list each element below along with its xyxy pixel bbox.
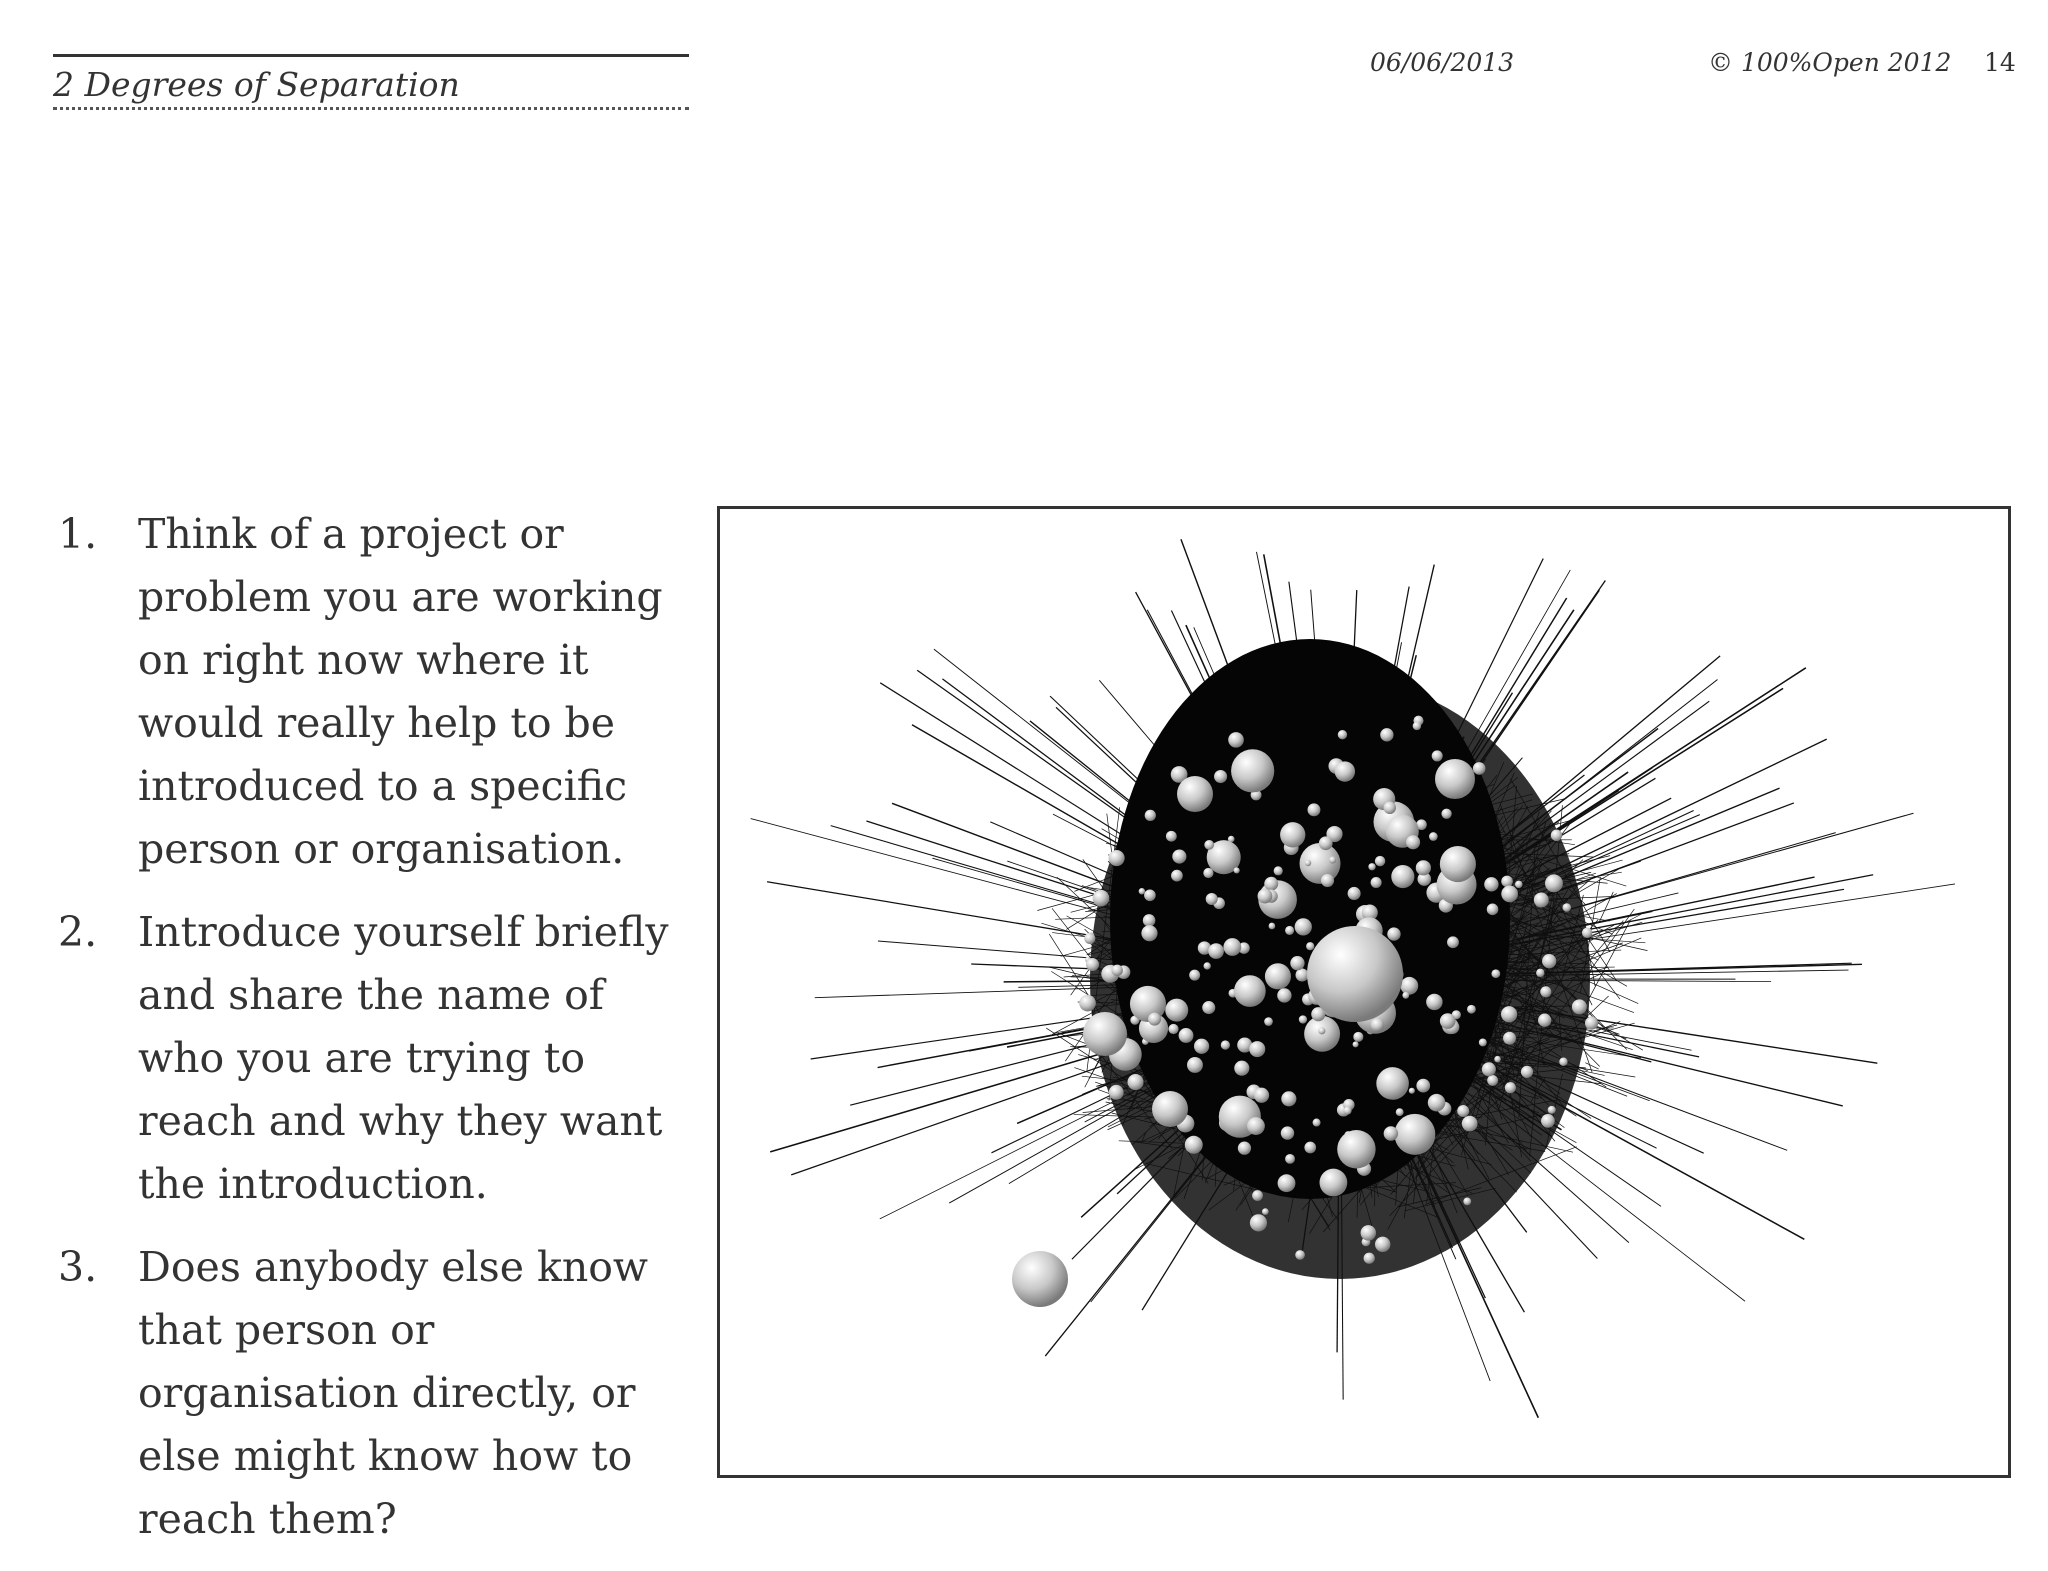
network-node — [1337, 1130, 1375, 1168]
network-figure — [717, 506, 2011, 1478]
network-node — [1440, 1013, 1456, 1029]
network-node — [1296, 968, 1309, 981]
network-node — [1585, 1017, 1598, 1030]
network-node — [1338, 730, 1347, 739]
network-node — [1238, 1142, 1251, 1155]
step-number: 1. — [58, 503, 97, 566]
network-node — [1128, 1074, 1144, 1090]
network-node — [1204, 840, 1214, 850]
network-node — [1258, 889, 1273, 904]
network-node — [1189, 970, 1200, 981]
list-item — [58, 901, 698, 1216]
network-node — [1321, 874, 1334, 887]
network-node — [1515, 881, 1522, 888]
step-text: Introduce yourself briefly and share the name of who you are trying to reach and why they want the introduction. — [138, 908, 668, 1208]
network-node — [1313, 1119, 1321, 1127]
network-node — [1440, 846, 1476, 882]
network-node — [1281, 1126, 1294, 1139]
network-node — [1551, 830, 1562, 841]
network-node — [1171, 870, 1183, 882]
network-node — [1234, 975, 1266, 1007]
network-node — [1426, 994, 1442, 1010]
network-node — [1177, 776, 1213, 812]
network-node — [1501, 1006, 1517, 1022]
network-node — [1278, 1174, 1296, 1192]
network-node — [1093, 890, 1110, 907]
network-node — [1487, 904, 1499, 916]
network-node — [1387, 927, 1400, 940]
network-node — [1165, 999, 1188, 1022]
network-node — [1086, 958, 1099, 971]
network-node — [1084, 933, 1095, 944]
network-node — [1559, 1058, 1567, 1066]
network-node — [1305, 860, 1311, 866]
step-text: Does anybody else know that person or organisation directly, or else might know how to reach them? — [138, 1243, 648, 1543]
network-node — [1265, 963, 1291, 989]
network-node — [1204, 962, 1211, 969]
header-date: 06/06/2013 — [1370, 46, 1514, 80]
network-node — [1462, 1116, 1478, 1132]
network-node — [1208, 943, 1224, 959]
network-node — [1249, 1041, 1265, 1057]
network-node — [1335, 761, 1355, 781]
network-node — [1505, 1082, 1516, 1093]
network-node — [1281, 1091, 1296, 1106]
network-node — [1187, 1057, 1203, 1073]
network-node — [1194, 1039, 1209, 1054]
network-node — [1112, 965, 1123, 976]
network-node — [1413, 722, 1421, 730]
network-node — [1538, 1014, 1551, 1027]
header-copyright: © 100%Open 2012 — [1708, 46, 1951, 80]
network-node — [1203, 868, 1213, 878]
network-node — [1521, 1066, 1533, 1078]
network-node — [1416, 1079, 1430, 1093]
network-node — [1482, 1062, 1496, 1076]
network-node — [1130, 986, 1166, 1022]
network-node — [1457, 1105, 1469, 1117]
network-node — [1109, 1085, 1124, 1100]
network-node — [1409, 1088, 1415, 1094]
network-node — [1542, 954, 1556, 968]
network-node — [1185, 1136, 1203, 1154]
network-node — [1383, 802, 1396, 815]
network-node — [1143, 914, 1156, 927]
network-node — [1320, 1169, 1348, 1197]
network-node — [1391, 865, 1414, 888]
network-node — [1545, 874, 1563, 892]
network-edge — [880, 1082, 1153, 1219]
network-node — [1308, 803, 1321, 816]
network-node — [1487, 1075, 1498, 1086]
network-node — [1299, 1015, 1307, 1023]
network-node — [1269, 923, 1276, 930]
steps-list — [58, 503, 698, 1571]
page-title: 2 Degrees of Separation — [53, 63, 689, 110]
network-node — [1396, 1108, 1404, 1116]
network-node — [1179, 1028, 1194, 1043]
network-node — [1252, 1190, 1263, 1201]
network-node — [1353, 1032, 1363, 1042]
network-node — [1280, 822, 1305, 847]
network-node — [1534, 892, 1549, 907]
network-node — [1228, 732, 1244, 748]
network-edge — [815, 987, 1116, 997]
network-node — [1406, 835, 1420, 849]
network-node — [1250, 1214, 1267, 1231]
step-number: 2. — [58, 901, 97, 964]
network-node — [1563, 903, 1572, 912]
network-node — [1435, 759, 1475, 799]
network-node — [1214, 770, 1227, 783]
network-node — [1264, 877, 1278, 891]
network-node — [1290, 956, 1304, 970]
network-node — [1494, 1056, 1501, 1063]
network-graph-icon — [720, 509, 2008, 1475]
network-node — [1172, 849, 1186, 863]
network-node — [1234, 1061, 1249, 1076]
network-node — [1376, 1067, 1409, 1100]
network-node — [1202, 1001, 1215, 1014]
network-node — [1247, 1117, 1265, 1135]
network-node — [1304, 1142, 1316, 1154]
network-node — [1375, 856, 1385, 866]
network-node — [1295, 918, 1312, 935]
network-node — [1536, 969, 1544, 977]
step-number: 3. — [58, 1236, 97, 1299]
network-node — [1432, 750, 1443, 761]
network-node — [1541, 1114, 1555, 1128]
network-node — [1144, 889, 1156, 901]
network-node — [1394, 1114, 1435, 1155]
network-node — [1329, 857, 1336, 864]
network-node — [1540, 986, 1551, 997]
network-node — [1234, 867, 1240, 873]
network-node — [1463, 1197, 1471, 1205]
network-node — [1491, 969, 1500, 978]
network-node — [1447, 936, 1459, 948]
network-node — [1364, 1253, 1375, 1264]
network-node — [1221, 1040, 1230, 1049]
network-node — [1168, 1024, 1178, 1034]
network-node — [1306, 942, 1314, 950]
network-node — [1145, 810, 1156, 821]
step-text: Think of a project or problem you are working on right now where it would really help to be introduced to a specific person or organisation. — [138, 510, 663, 873]
network-node — [1274, 866, 1283, 875]
page-number: 14 — [1984, 46, 2016, 80]
network-node — [1428, 1094, 1446, 1112]
header-title-block — [53, 54, 689, 110]
network-node — [1371, 1018, 1385, 1032]
network-node — [1348, 887, 1361, 900]
network-node — [1484, 877, 1498, 891]
network-node — [1384, 1126, 1398, 1140]
network-node — [1083, 1012, 1127, 1056]
network-node — [1429, 832, 1438, 841]
network-node — [1501, 876, 1513, 888]
network-node — [1295, 1250, 1305, 1260]
network-node — [1166, 831, 1177, 842]
network-node — [1361, 1225, 1376, 1240]
network-node — [1343, 1107, 1351, 1115]
network-node — [1572, 999, 1587, 1014]
network-node — [1368, 863, 1375, 870]
network-node — [1141, 925, 1157, 941]
network-node — [1473, 762, 1486, 775]
network-node — [1285, 926, 1294, 935]
network-node — [1277, 988, 1291, 1002]
network-node — [1353, 1041, 1359, 1047]
network-node — [1582, 928, 1592, 938]
network-node — [1441, 809, 1451, 819]
network-node — [1206, 893, 1218, 905]
network-node — [1079, 995, 1096, 1012]
network-node — [1503, 1032, 1516, 1045]
network-node — [1318, 1027, 1325, 1034]
network-node — [1307, 926, 1403, 1022]
list-item — [58, 503, 698, 881]
network-node — [1501, 885, 1518, 902]
network-node — [1548, 1106, 1556, 1114]
network-node — [1223, 938, 1241, 956]
network-node — [1375, 1237, 1390, 1252]
network-node — [1262, 1208, 1269, 1215]
network-node — [1139, 888, 1145, 894]
network-node — [1231, 749, 1274, 792]
network-node — [1152, 1091, 1188, 1127]
network-node — [1400, 977, 1418, 995]
network-node — [1467, 1005, 1476, 1014]
network-node — [1109, 850, 1125, 866]
network-node — [1416, 860, 1431, 875]
network-node — [1380, 728, 1393, 741]
network-node — [1148, 1013, 1161, 1026]
network-node — [1479, 1038, 1487, 1046]
network-node — [1402, 992, 1409, 999]
list-item — [58, 1236, 698, 1551]
network-node — [1371, 877, 1382, 888]
network-node — [1319, 836, 1333, 850]
network-edge — [1549, 813, 1913, 915]
network-node — [1012, 1251, 1068, 1307]
network-node — [1264, 1017, 1273, 1026]
network-node — [1254, 1088, 1269, 1103]
network-node — [1285, 1154, 1295, 1164]
